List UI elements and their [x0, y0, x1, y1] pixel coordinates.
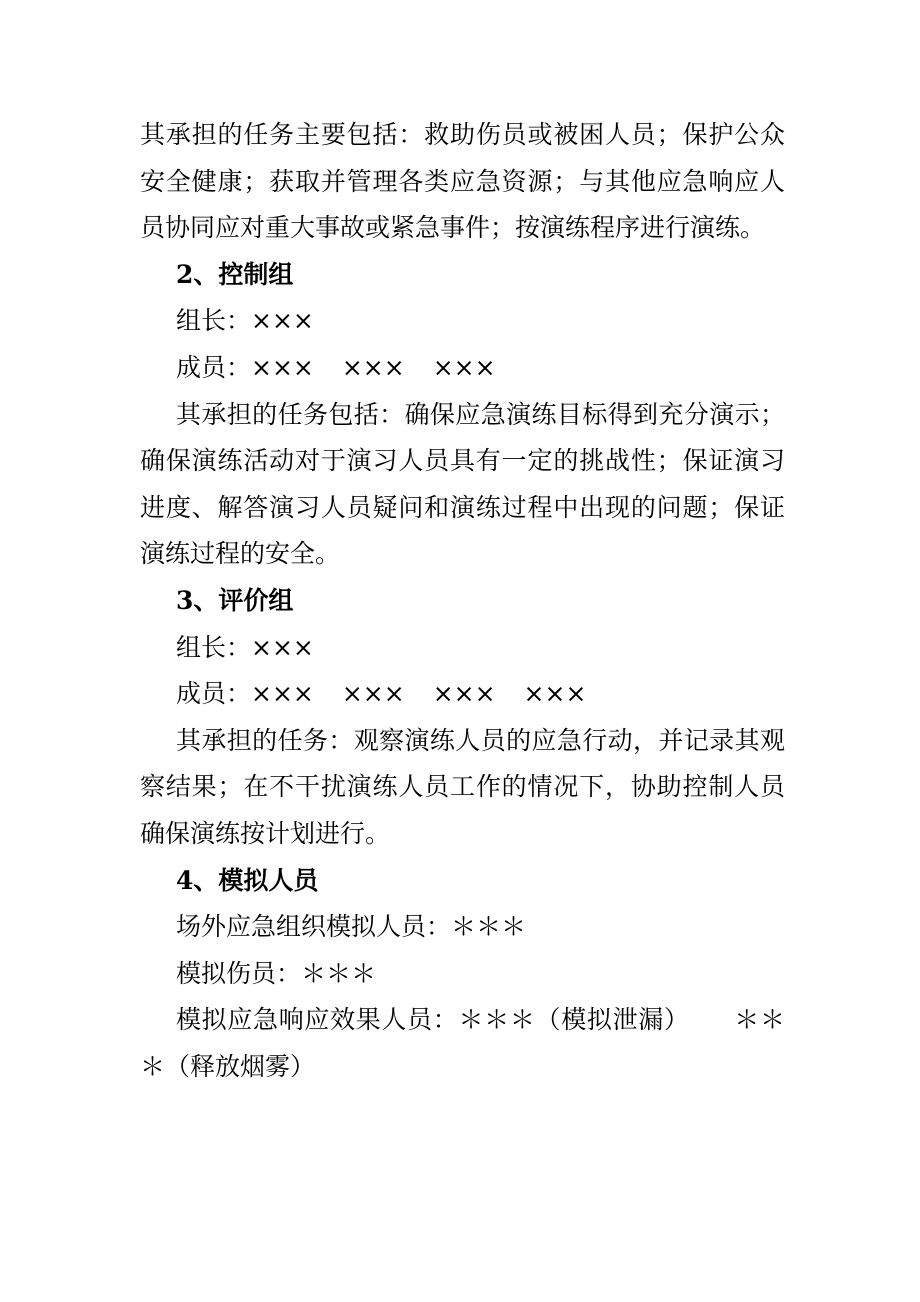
evaluation-group-members-line — [140, 671, 785, 718]
control-group-members-line — [140, 345, 785, 392]
member-name: ××× — [341, 679, 405, 709]
control-group-duty-paragraph: 其承担的任务包括：确保应急演练目标得到充分演示；确保演练活动对于演习人员具有一定的挑战性；保证演习进度、解答演习人员疑问和演练过程中出现的问题；保证演练过程的安全。 — [140, 399, 785, 569]
evaluation-group-duty-paragraph: 其承担的任务：观察演练人员的应急行动，并记录其观察结果；在不干扰演练人员工作的情况下，协助控制人员确保演练按计划进行。 — [140, 725, 785, 848]
effect-value-2: ＊＊＊ — [140, 1005, 785, 1081]
leader-label: 组长： — [176, 306, 252, 336]
section-heading-simulation-personnel: 4、模拟人员 — [176, 865, 319, 895]
member-name: ××× — [341, 352, 405, 382]
intro-paragraph: 其承担的任务主要包括：救助伤员或被困人员；保护公众安全健康；获取并管理各类应急资源；与其他应急响应人员协同应对重大事故或紧急事件；按演练程序进行演练。 — [140, 120, 785, 243]
members-label: 成员： — [176, 352, 252, 382]
offsite-value: ＊＊＊ — [451, 912, 527, 942]
document-body — [140, 112, 785, 1090]
member-name: ××× — [523, 679, 587, 709]
member-name: ××× — [251, 679, 314, 709]
leader-name: ××× — [251, 306, 314, 336]
section-heading-evaluation-group: 3、评价组 — [176, 585, 294, 615]
members-label: 成员： — [176, 679, 252, 709]
effect-label: 模拟应急响应效果人员： — [176, 1005, 459, 1035]
casualty-label: 模拟伤员： — [176, 958, 302, 988]
effect-note-2: （释放烟雾） — [165, 1051, 316, 1081]
control-group-leader-line — [140, 298, 785, 345]
member-name: ××× — [251, 352, 314, 382]
section-heading-control-group: 2、控制组 — [176, 259, 294, 289]
member-name: ××× — [432, 352, 496, 382]
effect-note-1: （模拟泄漏） — [535, 1005, 690, 1035]
offsite-simulation-line — [140, 904, 785, 951]
casualty-value: ＊＊＊ — [301, 958, 377, 988]
leader-label: 组长： — [176, 632, 252, 662]
offsite-label: 场外应急组织模拟人员： — [176, 912, 452, 942]
simulated-effect-paragraph — [140, 997, 785, 1090]
simulated-casualty-line — [140, 951, 785, 998]
effect-value-1: ＊＊＊ — [458, 1005, 536, 1035]
leader-name: ××× — [251, 632, 314, 662]
evaluation-group-leader-line — [140, 625, 785, 672]
member-name: ××× — [432, 679, 496, 709]
